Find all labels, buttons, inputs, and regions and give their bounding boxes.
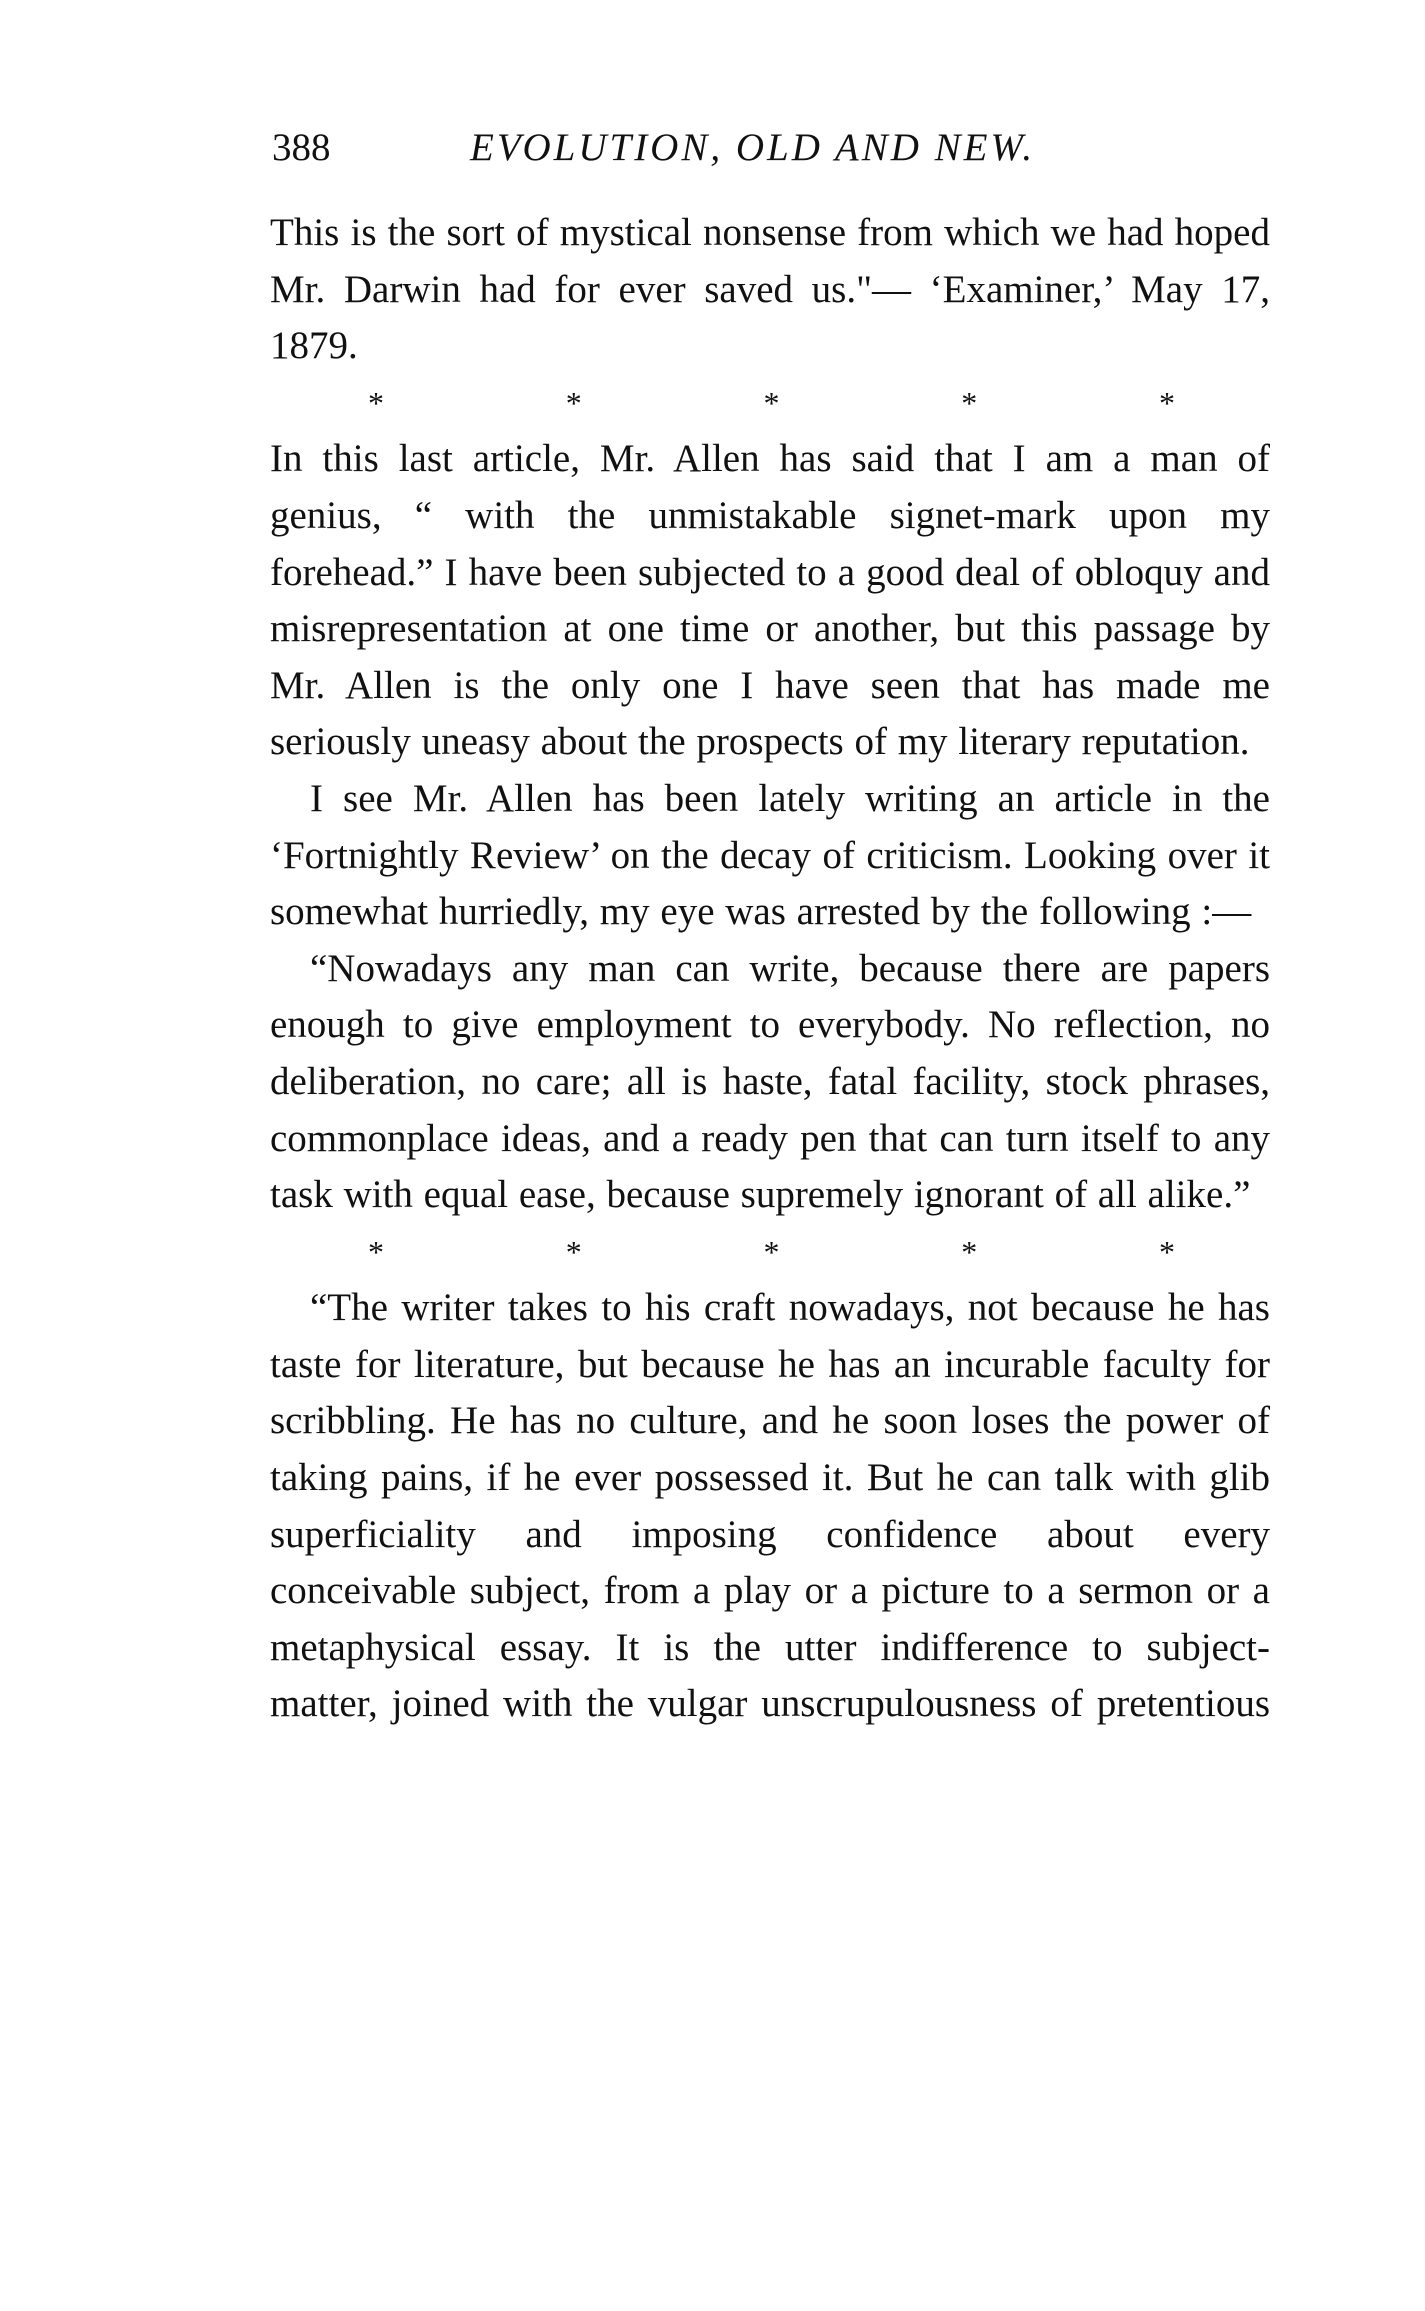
asterism-star: * — [763, 1233, 780, 1270]
asterism-star: * — [1159, 1233, 1175, 1270]
running-head — [270, 118, 1270, 178]
paragraph-examiner-quote-end: This is the sort of mystical nonsense from which we had hoped Mr. Darwin had for ever saved us."— ‘Examiner,’ May 17, 1879. — [270, 211, 1270, 368]
page-number: 388 — [272, 126, 331, 169]
paragraph-writer-quote: “The writer takes to his craft nowadays, not because he has taste for literature, but because he has an incurable faculty for scribbling. He has no culture, and he soon loses the power of taking pains, if he ever possessed it. But he can talk with glib superficiality and imposing confidence about every conceivable subject, from a play or a picture to a sermon or a metaphysical essay. It is the utter indifference to subject-matter, joined with the vulgar unscrupulousness of pretentious — [270, 1286, 1270, 1726]
asterism-star: * — [565, 1233, 582, 1270]
asterism-star: * — [565, 384, 582, 421]
asterism-star: * — [961, 1233, 978, 1270]
asterism-star: * — [1159, 384, 1175, 421]
asterism-star: * — [763, 384, 780, 421]
body-text — [270, 205, 1270, 1733]
paragraph-fortnightly: I see Mr. Allen has been lately writing an article in the ‘Fortnightly Review’ on the decay of criticism. Looking over it somewhat hurriedly, my eye was arrested by the following :— — [270, 776, 1270, 934]
book-page — [270, 118, 1270, 1733]
paragraph-genius: In this last article, Mr. Allen has said that I am a man of genius, “ with the unmistakable signet-mark upon my forehead.” I have been subjected to a good deal of obloquy and misrepresentation at one time or another, but this passage by Mr. Allen is the only one I have seen that has made me seriously uneasy about the prospects of my literary reputation. — [270, 437, 1270, 764]
asterism-star: * — [368, 384, 384, 421]
asterism-star: * — [368, 1233, 384, 1270]
section-break — [270, 375, 1270, 432]
paragraph-nowadays-quote: “Nowadays any man can write, because there are papers enough to give employment to everybody. No reflection, no deliberation, no care; all is haste, fatal facility, stock phrases, commonplace ideas, and a ready pen that can turn itself to any task with equal ease, because supremely ignorant of all alike.” — [270, 946, 1270, 1217]
running-title: EVOLUTION, OLD AND NEW. — [470, 126, 1036, 169]
section-break — [270, 1224, 1270, 1281]
asterism-star: * — [961, 384, 978, 421]
